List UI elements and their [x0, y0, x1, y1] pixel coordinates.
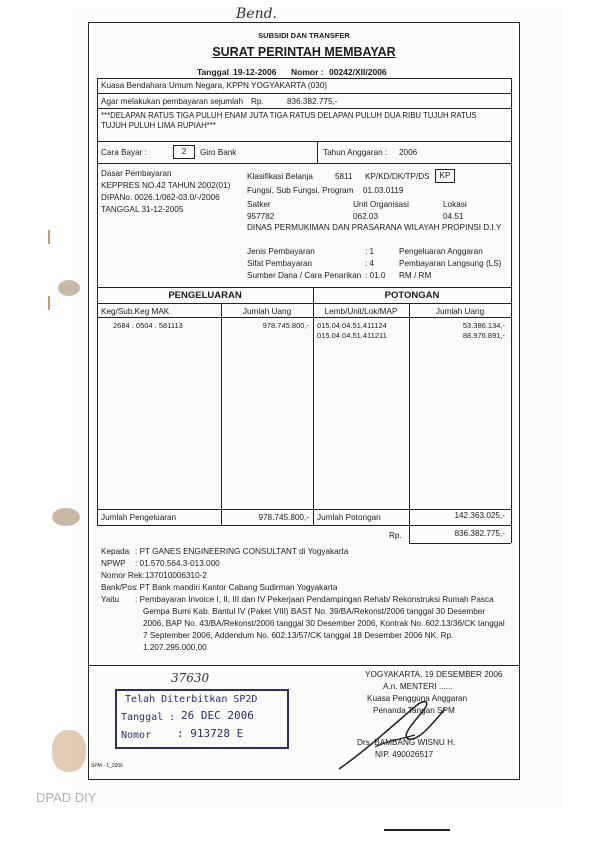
fungsi-value: 01.03.0119: [363, 186, 404, 195]
pengeluaran-row-amount: 978.745.800,-: [262, 321, 309, 330]
pengeluaran-col2: Jumlah Uang: [242, 307, 292, 316]
npwp-label: NPWP: [101, 559, 126, 568]
jenis-label: Jenis Pembayaran: [247, 247, 315, 256]
handwritten-number: 37630: [171, 671, 210, 685]
signatory-name: Drs. BAMBANG WISNU H.: [357, 738, 456, 747]
dasar-line3: TANGGAL 31-12-2005: [101, 205, 184, 214]
klasifikasi-label: Klasifikasi Belanja: [247, 172, 313, 181]
cara-bayar-label: Cara Bayar :: [101, 148, 147, 157]
payment-currency: Rp.: [251, 97, 264, 106]
kepada-label: Kepada: [101, 547, 130, 556]
dasar-line1: KEPPRES NO.42 TAHUN 2002(01): [101, 181, 231, 190]
pengeluaran-title: PENGELUARAN: [168, 290, 242, 301]
sumber-code: : 01.0: [365, 271, 386, 280]
yaitu-line5: 1.207.295.000,00: [143, 643, 207, 652]
sifat-label: Sifat Pembayaran: [247, 259, 313, 268]
stamp-line1: Telah Diterbitkan SP2D: [125, 694, 258, 705]
kuasa-line: Kuasa Bendahara Umum Negara, KPPN YOGYAKARTA (030): [101, 81, 328, 90]
margin-mark: [48, 230, 50, 244]
pengeluaran-total-value: 978.745.800,-: [258, 513, 309, 522]
pengeluaran-col1: Keg/Sub.Keg MAK: [101, 307, 170, 316]
sumber-value: RM / RM: [399, 271, 432, 280]
date-value: 19-12-2006: [233, 67, 277, 77]
rek-label: Nomor Rek:: [101, 571, 145, 580]
potongan-total-value: 142.363.025,-: [454, 511, 505, 520]
form-title: SURAT PERINTAH MEMBAYAR: [212, 45, 396, 59]
yaitu-line2: Gempa Bumi Kab. Bantul IV (Paket VIII) BAST No. 39/BA/Rekonst/2006 tanggal 30 Desember: [143, 607, 486, 616]
dpad-logo-icon: [52, 730, 86, 772]
bank-value: : PT Bank mandiri Kantor Cabang Sudirman Yogyakarta: [135, 583, 338, 592]
yaitu-line3: 2006, BAP No. 43/BA/Rekonst/2006 tanggal 30 Desember 2006, Kontrak No. 602.13/36/CK tanggal: [143, 619, 505, 628]
punch-hole-bottom: [52, 508, 80, 526]
handwritten-signature: [335, 695, 455, 775]
signature-line1: A.n. MENTERI ......: [383, 682, 453, 691]
potongan-col2: Jumlah Uang: [435, 307, 485, 316]
number-label: Nomor :: [291, 67, 324, 77]
klasifikasi-value: 5811: [335, 172, 353, 181]
yaitu-label: Yaitu: [101, 595, 120, 604]
signatory-nip: NIP. 490026517: [375, 750, 434, 759]
rek-value: 137010006310-2: [145, 571, 207, 580]
sifat-value: Pembayaran Langsung (LS): [399, 259, 502, 268]
form-code: SPM - 1_2006: [91, 763, 123, 769]
potongan-row-amount: 53.386.134,-: [462, 321, 505, 330]
stamp-nomor-label: Nomor: [121, 730, 152, 741]
watermark: DPAD DIY: [36, 790, 97, 805]
npwp-value: : 01.570.564.3-013.000: [135, 559, 220, 568]
net-value: 836.382.775,-: [454, 529, 505, 538]
sumber-label: Sumber Dana / Cara Penarikan: [247, 271, 362, 280]
unit-org-value: 062.03: [353, 212, 379, 221]
payment-amount: 836.382.775,-: [287, 97, 338, 106]
cara-bayar-code: 2: [173, 145, 195, 159]
signature-line2: Kuasa Pengguna Anggaran: [367, 694, 468, 703]
margin-mark: [48, 296, 50, 310]
pengeluaran-total-label: Jumlah Pengeluaran: [101, 513, 177, 522]
amount-words-cont: TUJUH PULUH LIMA RUPIAH***: [101, 121, 216, 130]
satker-value: 957782: [247, 212, 275, 221]
yaitu-line4: 7 September 2006, Addendum No. 602.13/57/CK tanggal 18 Desember 2006 NK. Rp.: [143, 631, 454, 640]
date-label: Tanggal: [197, 67, 229, 77]
potongan-row-code: 015.04.04.51.411124: [317, 321, 387, 330]
unit-org-label: Unit Organisasi: [353, 200, 409, 209]
jenis-value: Pengeluaran Anggaran: [399, 247, 483, 256]
bank-label: Bank/Pos: [101, 583, 137, 592]
cara-bayar-value: Giro Bank: [200, 148, 237, 157]
stamp-tanggal-value: 26 DEC 2006: [181, 709, 254, 722]
potongan-total-label: Jumlah Potongan: [317, 513, 381, 522]
kepada-value: : PT GANES ENGINEERING CONSULTANT di Yogyakarta: [135, 547, 349, 556]
spm-form: [88, 22, 520, 780]
potongan-row-code: 015.04.04.51.411211: [317, 331, 387, 340]
potongan-title: POTONGAN: [384, 290, 440, 301]
net-currency: Rp.: [389, 531, 402, 540]
klasifikasi-code-box: KP: [435, 169, 455, 183]
stamp-nomor-value: : 913728 E: [177, 727, 244, 740]
tahun-anggaran-value: 2006: [399, 148, 418, 157]
signature-place-date: YOGYAKARTA, 19 DESEMBER 2006: [365, 670, 503, 679]
punch-hole-top: [58, 280, 80, 296]
dasar-line2: DIPANo. 0026.1/062-03.0/-/2006: [101, 193, 220, 202]
satker-label: Satker: [247, 200, 271, 209]
lokasi-label: Lokasi: [443, 200, 467, 209]
potongan-row-amount: 88.976.891,-: [462, 331, 505, 340]
dinas-name: DINAS PERMUKIMAN DAN PRASARANA WILAYAH PROPINSI D.I.Y: [247, 223, 502, 232]
amount-words: ***DELAPAN RATUS TIGA PULUH ENAM JUTA TIGA RATUS DELAPAN PULUH DUA RIBU TUJUH RATUS: [101, 111, 477, 120]
potongan-col1: Lemb/Unit/Lok/MAP: [324, 307, 398, 316]
handwritten-note: Bend.: [236, 6, 278, 22]
klasifikasi-codes: KP/KD/DK/TP/DS: [365, 172, 430, 181]
fungsi-label: Fungsi, Sub Fungsi, Program: [247, 186, 354, 195]
form-subtitle: SUBSIDI DAN TRANSFER: [258, 31, 350, 40]
bottom-line: [384, 829, 450, 831]
tahun-anggaran-label: Tahun Anggaran :: [323, 148, 388, 157]
payment-instruction-label: Agar melakukan pembayaran sejumlah: [101, 97, 243, 106]
dasar-label: Dasar Pembayaran: [101, 169, 172, 178]
sifat-code: : 4: [365, 259, 375, 268]
jenis-code: : 1: [365, 247, 375, 256]
pengeluaran-row-code: 2684 . 0504 . 581113: [113, 321, 183, 330]
lokasi-value: 04.51: [443, 212, 464, 221]
sp2d-stamp: [115, 689, 289, 749]
number-value: 00242/XII/2006: [329, 67, 387, 77]
yaitu-line1: : Pembayaran Invoice I, II, III dan IV Pekerjaan Pendampingan Rehab/ Rekonstruksi Rumah Pasca: [135, 595, 494, 604]
stamp-tanggal-label: Tanggal :: [121, 712, 176, 723]
signature-line3: Penanda Tangan SPM: [373, 706, 455, 715]
